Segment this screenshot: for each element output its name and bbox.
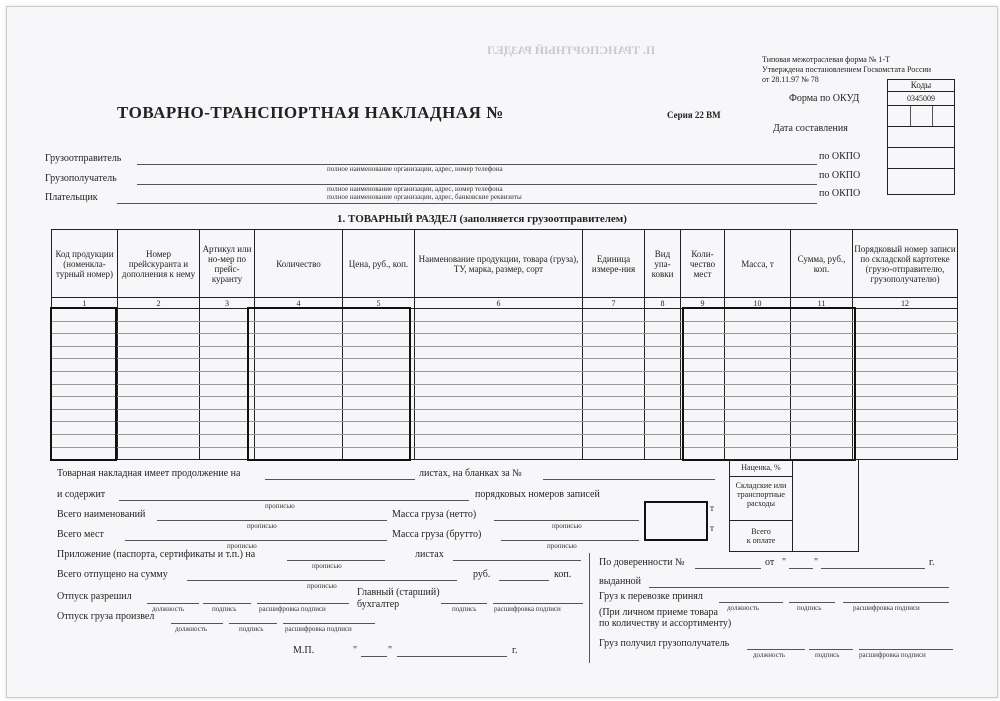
col-header-product-name: Наименование продукции, товара (груза), ТУ, марка, размер, сорт (415, 230, 583, 298)
table-cell[interactable] (415, 371, 583, 384)
table-cell[interactable] (583, 447, 645, 460)
contains-field[interactable] (119, 500, 469, 501)
chief-signature-hint: подпись (452, 605, 477, 613)
table-cell[interactable] (415, 346, 583, 359)
bleed-through-text: II. ТРАНСПОРТНЫЙ РАЗДЕЛ (487, 43, 656, 57)
col-number: 10 (725, 298, 791, 309)
table-cell[interactable] (645, 309, 681, 322)
table-cell[interactable] (645, 422, 681, 435)
waybill-sheet (6, 6, 998, 698)
table-cell[interactable] (118, 309, 200, 322)
table-cell[interactable] (583, 346, 645, 359)
table-cell[interactable] (853, 309, 958, 322)
kop-label: коп. (554, 569, 572, 580)
table-cell[interactable] (645, 434, 681, 447)
rub-label: руб. (473, 569, 491, 580)
col-header-article: Артикул или но-мер по прейс-куранту (200, 230, 255, 298)
received-position-field[interactable] (747, 649, 805, 650)
code-column-outline (50, 307, 117, 461)
table-cell[interactable] (118, 434, 200, 447)
cargo-received-label: Груз получил грузополучатель (599, 638, 730, 649)
form-note-date: от 28.11.97 № 78 (762, 75, 819, 84)
table-cell[interactable] (853, 434, 958, 447)
table-cell[interactable] (645, 346, 681, 359)
cargo-accepted-label: Груз к перевозке принял (599, 591, 703, 602)
issued-label: выданной (599, 576, 642, 587)
form-note-approved: Утверждена постановлением Госкомстата России (762, 65, 932, 74)
table-cell[interactable] (645, 371, 681, 384)
codes-header: Коды (888, 80, 954, 92)
table-cell[interactable] (583, 409, 645, 422)
total-pay-cell (730, 522, 792, 550)
proxy-day-close: " (814, 557, 819, 568)
col-number: 9 (681, 298, 725, 309)
produced-position-hint: должность (175, 625, 208, 633)
page-title: ТОВАРНО-ТРАНСПОРТНАЯ НАКЛАДНАЯ № (117, 103, 504, 122)
warehouse-label-3: расходы (747, 499, 775, 508)
table-cell[interactable] (583, 371, 645, 384)
table-cell[interactable] (583, 321, 645, 334)
mass-gross-label: Масса груза (брутто) (392, 529, 482, 540)
issued-field[interactable] (649, 587, 949, 588)
col-number: 6 (415, 298, 583, 309)
accepted-position-field[interactable] (719, 602, 783, 603)
produced-decoding-hint: расшифровка подписи (285, 625, 352, 633)
produced-signature-hint: подпись (239, 625, 264, 633)
table-cell[interactable] (415, 359, 583, 372)
proxy-label: По доверенности № (599, 557, 685, 568)
ton-unit-net: т (710, 503, 714, 513)
table-cell[interactable] (583, 434, 645, 447)
proxy-day-field[interactable] (789, 568, 813, 569)
payer-hint: полное наименование организации, адрес, банковские реквизиты (327, 193, 522, 201)
okud-label: Форма по ОКУД (789, 93, 860, 104)
table-cell[interactable] (415, 309, 583, 322)
table-cell[interactable] (415, 409, 583, 422)
table-cell[interactable] (583, 384, 645, 397)
col-number: 3 (200, 298, 255, 309)
total-items-hint: прописью (247, 522, 277, 530)
table-cell[interactable] (583, 309, 645, 322)
shipper-label: Грузоотправитель (45, 153, 122, 164)
mass-gross-field[interactable] (501, 540, 639, 541)
col-number: 1 (52, 298, 118, 309)
table-cell[interactable] (645, 359, 681, 372)
stamp-label: М.П. (293, 645, 315, 656)
table-cell[interactable] (118, 359, 200, 372)
okud-value-cell[interactable]: 0345009 (888, 92, 954, 106)
chief-signature-field[interactable] (441, 603, 487, 604)
consignee-hint: полное наименование организации, адрес, номер телефона (327, 185, 503, 193)
attachment-hint: прописью (312, 562, 342, 570)
col-number: 5 (343, 298, 415, 309)
date-label: Дата составления (773, 123, 848, 134)
contains-hint: прописью (265, 502, 295, 510)
chief-accountant-label-2: бухгалтер (357, 599, 400, 610)
permit-label: Отпуск разрешил (57, 591, 132, 602)
col-number: 8 (645, 298, 681, 309)
contains-label: и содержит (57, 489, 106, 500)
charges-box-divider (792, 460, 793, 551)
warehouse-label-1: Складские или (735, 481, 787, 490)
continuation-label: Товарная накладная имеет продолжение на (57, 468, 241, 479)
personal-note-2: по количеству и ассортименту) (599, 618, 732, 629)
table-cell[interactable] (415, 447, 583, 460)
total-pay-label-2: к оплате (746, 536, 776, 545)
charges-box (729, 459, 859, 552)
col-header-places: Коли-чество мест (681, 230, 725, 298)
table-cell[interactable] (645, 409, 681, 422)
warehouse-expenses-cell (730, 477, 792, 521)
received-decoding-field[interactable] (859, 649, 953, 650)
total-pay-label-1: Всего (751, 527, 771, 536)
sheets-blanks-label: листах, на бланках за № (419, 468, 522, 479)
col-header-quantity: Количество (255, 230, 343, 298)
released-sum-label: Всего отпущено на сумму (57, 569, 168, 580)
col-header-price: Цена, руб., коп. (343, 230, 415, 298)
stamp-month-field[interactable] (397, 656, 507, 657)
proxy-day-open: " (782, 557, 787, 568)
table-cell[interactable] (645, 397, 681, 410)
permit-decoding-field[interactable] (257, 603, 349, 604)
proxy-number-field[interactable] (695, 568, 761, 569)
mass-gross-hint: прописью (547, 542, 577, 550)
chief-decoding-field[interactable] (493, 603, 583, 604)
mass-box[interactable] (644, 501, 708, 541)
okpo-cell-payer[interactable] (888, 169, 954, 192)
chief-accountant-label-1: Главный (старший) (357, 587, 440, 598)
table-cell[interactable] (853, 409, 958, 422)
table-cell[interactable] (853, 359, 958, 372)
form-note-type: Типовая межотраслевая форма № 1-Т (762, 55, 890, 64)
personal-note-1: (При личном приеме товара (599, 607, 718, 618)
shipper-hint: полное наименование организации, адрес, номер телефона (327, 165, 503, 173)
chief-decoding-hint: расшифровка подписи (494, 605, 561, 613)
table-cell[interactable] (645, 321, 681, 334)
permit-position-hint: должность (152, 605, 185, 613)
table-cell[interactable] (853, 422, 958, 435)
accepted-decoding-field[interactable] (843, 602, 949, 603)
okpo-label-payer: по ОКПО (819, 188, 861, 199)
table-cell[interactable] (415, 321, 583, 334)
accepted-signature-field[interactable] (789, 602, 835, 603)
col-number: 12 (853, 298, 958, 309)
col-header-record-number: Порядковый номер записи по складской картотеке (грузо-отправителю, грузополучателю) (853, 230, 958, 298)
col-header-price-list: Номер прейскуранта и дополнения к нему (118, 230, 200, 298)
attachment-field[interactable] (287, 560, 385, 561)
table-cell[interactable] (583, 422, 645, 435)
col-header-unit: Единица измере-ния (583, 230, 645, 298)
consignee-label: Грузополучатель (45, 173, 117, 184)
table-cell[interactable] (853, 334, 958, 347)
okpo-cell-shipper[interactable] (888, 127, 954, 148)
table-cell[interactable] (853, 447, 958, 460)
total-places-label: Всего мест (57, 529, 104, 540)
total-places-hint: прописью (227, 542, 257, 550)
permit-signature-field[interactable] (203, 603, 251, 604)
serial-records-label: порядковых номеров записей (475, 489, 600, 500)
attachment-label: Приложение (паспорта, сертификаты и т.п.) на (57, 549, 256, 560)
mass-net-label: Масса груза (нетто) (392, 509, 477, 520)
table-cell[interactable] (853, 321, 958, 334)
okpo-label-consignee: по ОКПО (819, 170, 861, 181)
proxy-from-label: от (765, 557, 775, 568)
table-cell[interactable] (415, 422, 583, 435)
warehouse-label-2: транспортные (737, 490, 785, 499)
table-cell[interactable] (415, 334, 583, 347)
permit-position-field[interactable] (147, 603, 199, 604)
table-cell[interactable] (118, 346, 200, 359)
table-cell[interactable] (118, 371, 200, 384)
table-cell[interactable] (118, 397, 200, 410)
table-cell[interactable] (118, 334, 200, 347)
produced-label: Отпуск груза произвел (57, 611, 155, 622)
section-title: 1. ТОВАРНЫЙ РАЗДЕЛ (заполняется грузоотправителем) (337, 213, 627, 225)
accepted-signature-hint: подпись (797, 604, 822, 612)
mass-net-hint: прописью (552, 522, 582, 530)
okpo-cell-consignee[interactable] (888, 148, 954, 169)
kop-field[interactable] (499, 580, 549, 581)
total-places-field[interactable] (125, 540, 387, 541)
codes-box (887, 79, 955, 195)
markup-label: Наценка, % (730, 460, 792, 477)
table-cell[interactable] (853, 346, 958, 359)
series-label: Серия 22 ВМ (667, 110, 721, 120)
payer-field[interactable] (117, 203, 817, 204)
places-mass-sum-outline (682, 307, 856, 461)
produced-signature-field[interactable] (229, 623, 277, 624)
table-cell[interactable] (583, 397, 645, 410)
table-cell[interactable] (118, 384, 200, 397)
table-cell[interactable] (645, 334, 681, 347)
col-number: 4 (255, 298, 343, 309)
col-header-mass: Масса, т (725, 230, 791, 298)
released-sum-field[interactable] (187, 580, 457, 581)
total-items-label: Всего наименований (57, 509, 146, 520)
ton-unit-gross: т (710, 523, 714, 533)
stamp-year-label: г. (512, 645, 518, 656)
proxy-year-label: г. (929, 557, 935, 568)
date-cell[interactable] (888, 106, 954, 127)
received-position-hint: должность (753, 651, 786, 659)
accepted-position-hint: должность (727, 604, 760, 612)
table-cell[interactable] (583, 334, 645, 347)
table-cell[interactable] (645, 384, 681, 397)
col-number: 2 (118, 298, 200, 309)
table-cell[interactable] (415, 397, 583, 410)
blanks-number-field[interactable] (543, 479, 715, 480)
proxy-month-field[interactable] (821, 568, 925, 569)
attachment-sheets-field[interactable] (453, 560, 581, 561)
table-cell[interactable] (415, 384, 583, 397)
table-cell[interactable] (118, 321, 200, 334)
mass-net-field[interactable] (494, 520, 639, 521)
table-cell[interactable] (583, 359, 645, 372)
col-number: 11 (791, 298, 853, 309)
col-header-packaging: Вид упа-ковки (645, 230, 681, 298)
accepted-decoding-hint: расшифровка подписи (853, 604, 920, 612)
date-quote-close: " (388, 645, 393, 656)
produced-decoding-field[interactable] (283, 623, 375, 624)
total-items-field[interactable] (157, 520, 387, 521)
stamp-day-field[interactable] (361, 656, 387, 657)
released-sum-hint: прописью (307, 582, 337, 590)
table-cell[interactable] (853, 371, 958, 384)
table-cell[interactable] (415, 434, 583, 447)
attachment-sheets-label: листах (415, 549, 444, 560)
qty-price-outline (247, 307, 411, 461)
table-cell[interactable] (118, 409, 200, 422)
table-cell[interactable] (645, 447, 681, 460)
permit-signature-hint: подпись (212, 605, 237, 613)
received-decoding-hint: расшифровка подписи (859, 651, 926, 659)
produced-position-field[interactable] (171, 623, 223, 624)
col-header-product-code: Код продукции (номенкла-турный номер) (52, 230, 118, 298)
okpo-label-shipper: по ОКПО (819, 151, 861, 162)
bottom-divider (589, 553, 590, 663)
table-cell[interactable] (118, 422, 200, 435)
table-cell[interactable] (853, 384, 958, 397)
date-quote-open: " (353, 645, 358, 656)
continuation-sheets-field[interactable] (265, 479, 415, 480)
table-cell[interactable] (853, 397, 958, 410)
received-signature-field[interactable] (809, 649, 853, 650)
table-cell[interactable] (118, 447, 200, 460)
payer-label: Плательщик (45, 192, 98, 203)
permit-decoding-hint: расшифровка подписи (259, 605, 326, 613)
received-signature-hint: подпись (815, 651, 840, 659)
col-header-sum: Сумма, руб., коп. (791, 230, 853, 298)
col-number: 7 (583, 298, 645, 309)
